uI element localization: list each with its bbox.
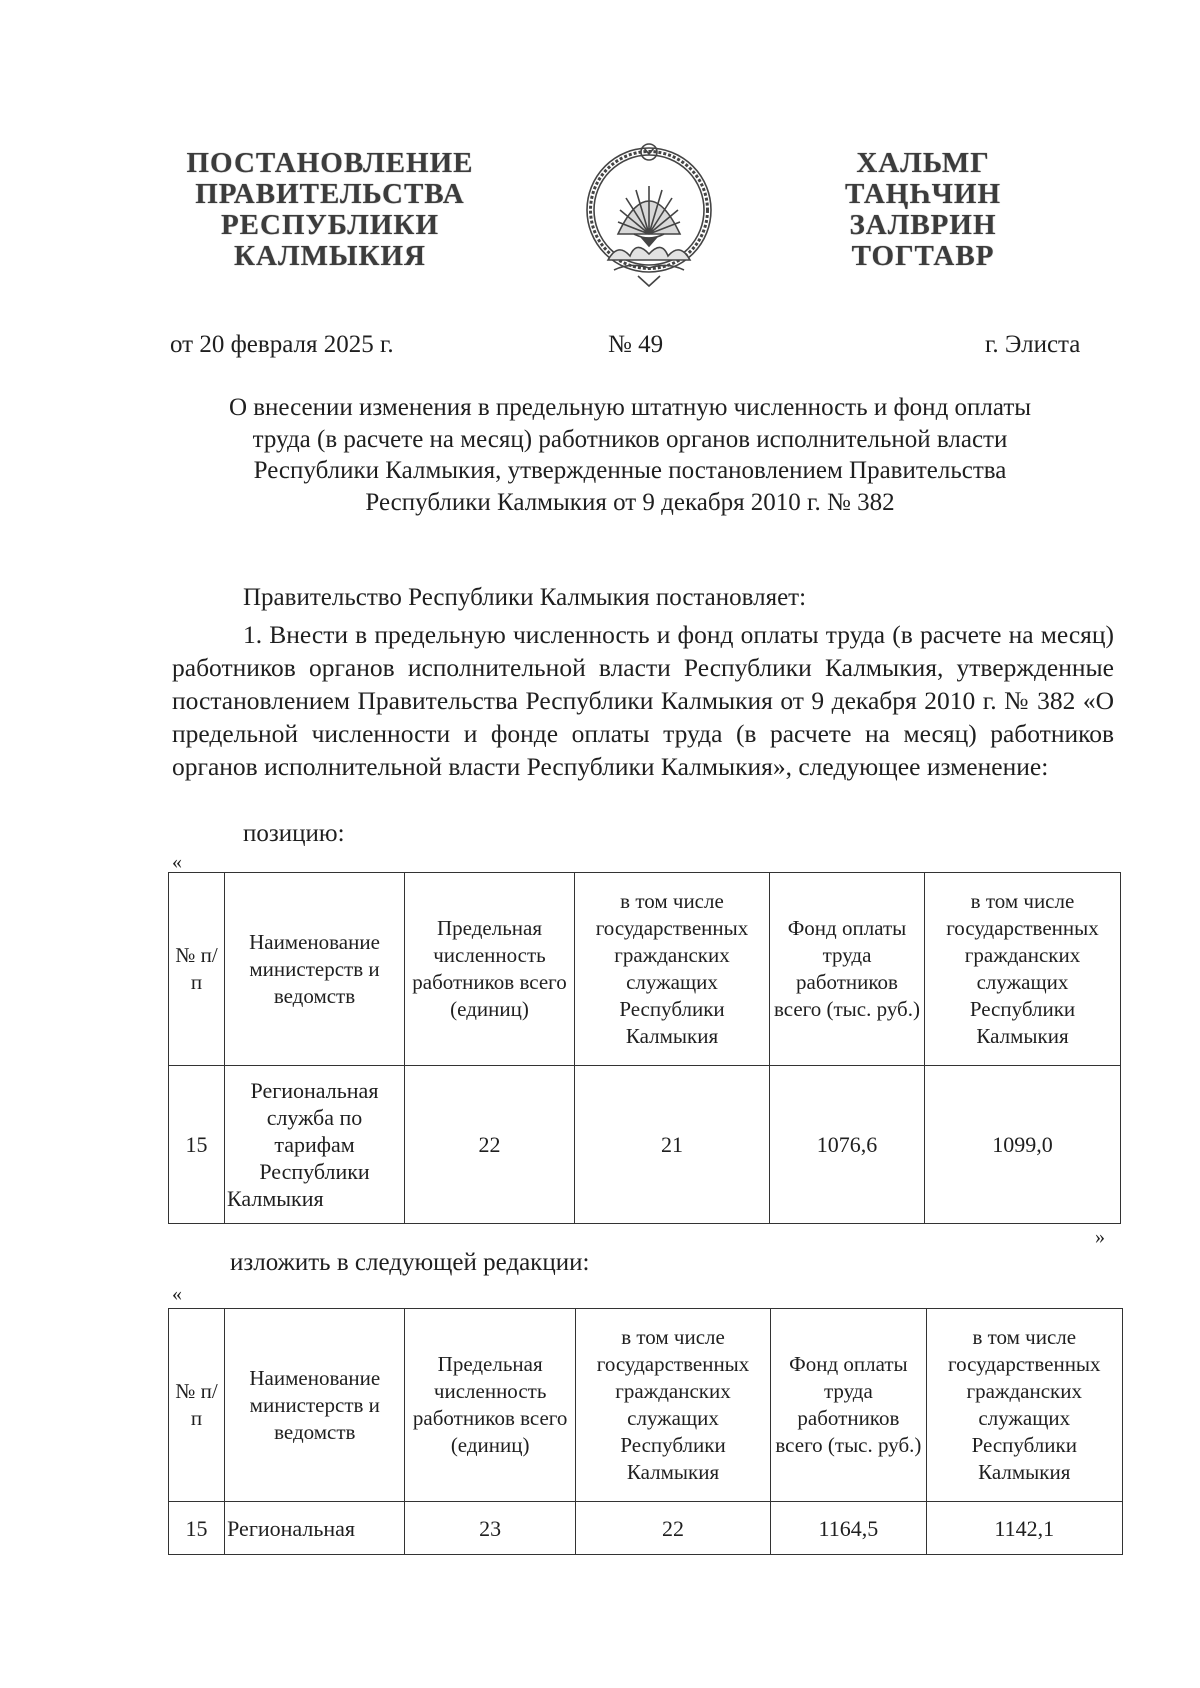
header-cell-headcount: Предельная численность работников всего (единиц) (405, 1309, 575, 1502)
header-right-kalmyk (808, 148, 1038, 272)
header-cell-civil-servants-fund: в том числе государственных гражданских служащих Республики Калмыкия (925, 873, 1121, 1066)
table-row (169, 1066, 1121, 1224)
header-cell-civil-servants-fund: в том числе государственных гражданских служащих Республики Калмыкия (926, 1309, 1122, 1502)
header-right-line: ТАҢҺЧИН (844, 178, 1002, 210)
header-left-line: ПОСТАНОВЛЕНИЕ (186, 147, 474, 179)
quote-open-mark: « (172, 851, 182, 873)
header-cell-civil-servants-count: в том числе государственных гражданских служащих Республики Калмыкия (575, 1309, 770, 1502)
cell-payroll-fund: 1164,5 (771, 1502, 926, 1555)
document-number: № 49 (608, 331, 664, 358)
table-row (169, 1502, 1123, 1555)
title-line: Республики Калмыкия, утвержденные постановлением Правительства (253, 457, 1007, 484)
current-position-table (168, 872, 1121, 1224)
header-cell-civil-servants-count: в том числе государственных гражданских служащих Республики Калмыкия (575, 873, 770, 1066)
cell-civil-servants-count: 22 (575, 1502, 770, 1555)
cell-civil-servants-fund: 1099,0 (925, 1066, 1121, 1224)
header-cell-payroll-fund: Фонд оплаты труда работников всего (тыс. руб.) (770, 873, 925, 1066)
cell-civil-servants-fund: 1142,1 (926, 1502, 1122, 1555)
header-cell-headcount: Предельная численность работников всего (единиц) (405, 873, 575, 1066)
header-right-line: ЗАЛВРИН (849, 209, 997, 241)
header-left-russian (180, 148, 480, 272)
quote-close-mark: » (1095, 1226, 1105, 1248)
cell-agency-name: Региональная служба по тарифам Республики Калмыкия (225, 1066, 405, 1224)
header-right-line: ХАЛЬМГ (856, 147, 990, 179)
cell-number: 15 (169, 1066, 225, 1224)
header-left-line: КАЛМЫКИЯ (234, 240, 426, 272)
cell-headcount: 23 (405, 1502, 575, 1555)
quote-open-mark: « (172, 1283, 182, 1305)
document-date: от 20 февраля 2025 г. (170, 331, 394, 358)
cell-number: 15 (169, 1502, 225, 1555)
title-line: О внесении изменения в предельную штатную численность и фонд оплаты (228, 394, 1032, 421)
cell-payroll-fund: 1076,6 (770, 1066, 925, 1224)
table-header-row (169, 873, 1121, 1066)
replace-label: изложить в следующей редакции: (230, 1249, 590, 1276)
table-header-row (169, 1309, 1123, 1502)
header-left-line: ПРАВИТЕЛЬСТВА (195, 178, 465, 210)
position-label: позицию: (243, 820, 345, 847)
header-cell-name: Наименование министерств и ведомств (225, 873, 405, 1066)
clause-1-paragraph: 1. Внести в предельную численность и фонд оплаты труда (в расчете на месяц) работников органов исполнительной власти Республики Калмыкия, утвержденные постановлением Правительства Республики Калмыкия от 9 декабря 2010 г. № 382 «О предельной численности и фонде оплаты труда (в расчете на месяц) работников органов исполнительной власти Республики Калмыкия», следующее изменение: (172, 620, 1114, 781)
document-title (170, 392, 1090, 518)
cell-headcount: 22 (405, 1066, 575, 1224)
header-cell-number: № п/п (169, 873, 225, 1066)
header-left-line: РЕСПУБЛИКИ (220, 209, 440, 241)
new-position-table (168, 1308, 1123, 1555)
preamble: Правительство Республики Калмыкия постановляет: (243, 584, 807, 611)
cell-agency-name: Региональная (225, 1502, 405, 1555)
title-line: труда (в расчете на месяц) работников органов исполнительной власти (252, 425, 1008, 453)
cell-civil-servants-count: 21 (575, 1066, 770, 1224)
kalmykia-coat-of-arms-icon (578, 138, 720, 290)
title-line: Республики Калмыкия от 9 декабря 2010 г. № 382 (365, 488, 895, 516)
document-city: г. Элиста (985, 331, 1081, 358)
header-cell-name: Наименование министерств и ведомств (225, 1309, 405, 1502)
header-cell-payroll-fund: Фонд оплаты труда работников всего (тыс. руб.) (771, 1309, 926, 1502)
header-right-line: ТОГТАВР (851, 240, 995, 272)
header-cell-number: № п/п (169, 1309, 225, 1502)
